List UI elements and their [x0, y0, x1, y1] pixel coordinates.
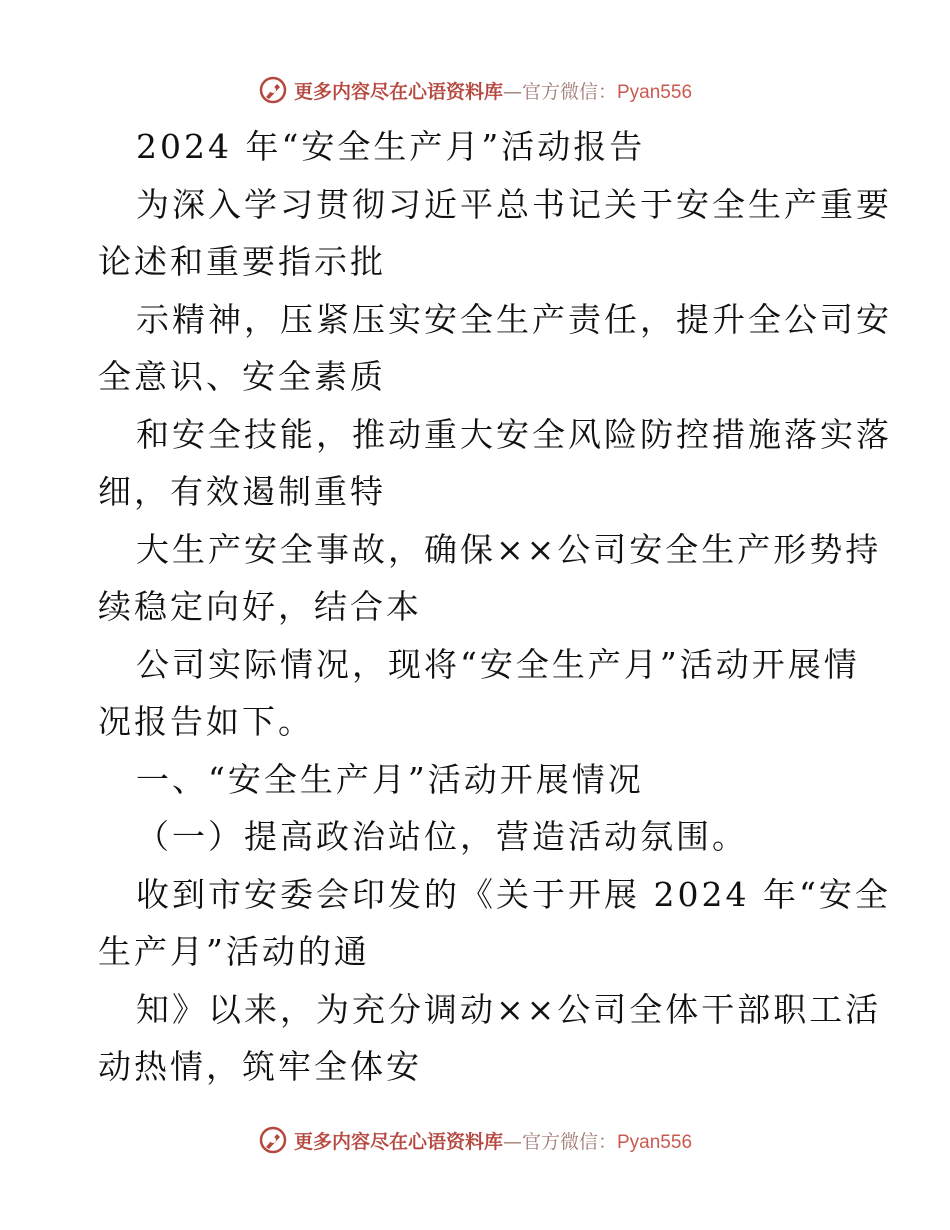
watermark-promo-text: 更多内容尽在心语资料库 [293, 1130, 503, 1153]
paragraph-line: 知》以来，为充分调动××公司全体干部职工活 [136, 989, 882, 1029]
paragraph-line: 动热情，筑牢全体安 [98, 1047, 422, 1086]
paragraph-line: 和安全技能，推动重大安全风险防控措施落实落 [136, 414, 892, 454]
watermark-separator: — [502, 1130, 522, 1153]
watermark-separator: — [502, 80, 522, 103]
paragraph-line: 细，有效遏制重特 [98, 472, 386, 511]
paragraph-line: 全意识、安全素质 [98, 357, 386, 396]
paragraph-line: 生产月”活动的通 [98, 932, 370, 971]
watermark-contact-label: 官方微信： [521, 80, 617, 103]
section-heading: 一、“安全生产月”活动开展情况 [136, 759, 644, 799]
pen-nib-logo-icon [258, 1125, 288, 1155]
paragraph-line: 续稳定向好，结合本 [98, 587, 422, 626]
watermark-contact-label: 官方微信： [521, 1130, 617, 1153]
pen-nib-logo-icon [258, 75, 288, 105]
footer-watermark [0, 1120, 950, 1160]
paragraph-line: 公司实际情况，现将“安全生产月”活动开展情 [136, 644, 860, 684]
paragraph-line: 收到市安委会印发的《关于开展 2024 年“安全 [136, 874, 891, 914]
paragraph-line: 示精神，压紧压实安全生产责任，提升全公司安 [136, 299, 892, 339]
paragraph-line: 为深入学习贯彻习近平总书记关于安全生产重要 [136, 184, 892, 224]
watermark-promo-text: 更多内容尽在心语资料库 [293, 80, 503, 103]
paragraph-line: 论述和重要指示批 [98, 242, 386, 281]
watermark-contact-id: Pyan556 [617, 1131, 693, 1153]
header-watermark [0, 70, 950, 110]
paragraph-line: 况报告如下。 [98, 702, 314, 741]
document-body [98, 118, 892, 1096]
document-title: 2024 年“安全生产月”活动报告 [136, 127, 646, 166]
watermark-contact-id: Pyan556 [617, 81, 693, 103]
subsection-heading: （一）提高政治站位，营造活动氛围。 [136, 817, 748, 856]
paragraph-line: 大生产安全事故，确保××公司安全生产形势持 [136, 529, 882, 569]
